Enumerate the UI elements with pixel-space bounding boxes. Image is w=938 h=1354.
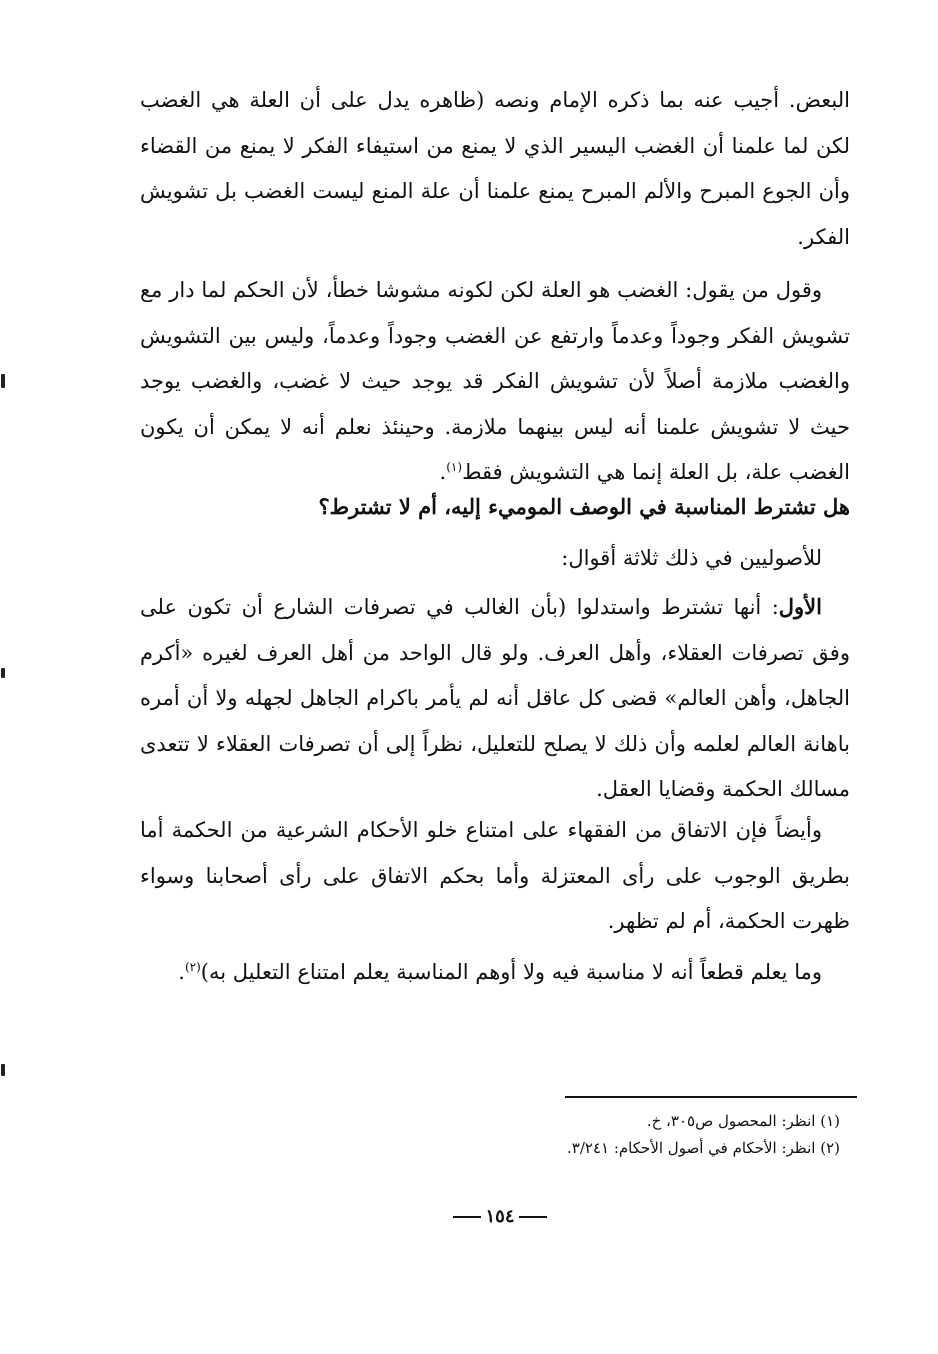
paragraph-6 [140, 950, 850, 996]
paragraph-2-text: وقول من يقول: الغضب هو العلة لكن لكونه مشوشا خطأ، لأن الحكم لما دار مع تشويش الفكر وجوداً وعدماً وارتفع عن الغضب وجوداً وعدماً، وليس بين التشويش والغضب ملازمة أصلاً لأن تشويش الفكر قد يوجد حيث لا غضب، والغضب يوجد حيث لا تشويش علمنا أنه ليس بينهما ملازمة. وحينئذ نعلم أنه لا يمكن أن يكون الغضب علة، بل العلة إنما هي التشويش فقط [140, 278, 850, 484]
paragraph-6-end: . [178, 960, 185, 984]
scan-edge-mark [1, 668, 5, 678]
section-heading-text: هل تشترط المناسبة في الوصف الموميء إليه، أم لا تشترط؟ [318, 494, 850, 519]
footnote-divider [565, 1096, 857, 1098]
footnote-2: (٢) انظر: الأحكام في أصول الأحكام: ٣/٢٤١. [567, 1139, 840, 1157]
paragraph-3-text: للأصوليين في ذلك ثلاثة أقوال: [561, 546, 822, 570]
footnotes [400, 1108, 840, 1162]
paragraph-5-text: وأيضاً فإن الاتفاق من الفقهاء على امتناع خلو الأحكام الشرعية من الحكمة أما بطريق الوجوب على رأى المعتزلة وأما بحكم الاتفاق على رأى أصحابنا وسواء ظهرت الحكمة، أم لم تظهر. [140, 818, 850, 933]
page-number-dash-left [519, 1216, 547, 1218]
paragraph-1 [140, 78, 850, 260]
page-number-text: ١٥٤ [485, 1206, 515, 1227]
scan-edge-mark [1, 374, 5, 388]
paragraph-5 [140, 808, 850, 945]
paragraph-4-lead-word: الأول [778, 594, 822, 619]
scan-edge-mark [1, 1064, 5, 1076]
paragraph-1-text: البعض. أجيب عنه بما ذكره الإمام ونصه (ظاهره يدل على أن العلة هي الغضب لكن لما علمنا أن الغضب اليسير الذي لا يمنع من استيفاء الفكر لا يمنع من القضاء وأن الجوع المبرح والألم المبرح يمنع علمنا أن علة المنع ليست الغضب بل تشويش الفكر. [140, 88, 850, 249]
paragraph-2-end: . [439, 460, 447, 484]
page-number [440, 1206, 560, 1227]
paragraph-6-text: وما يعلم قطعاً أنه لا مناسبة فيه ولا أوهم المناسبة يعلم امتناع التعليل به) [200, 960, 822, 984]
footnote-ref-2[interactable]: (٢) [184, 960, 201, 974]
footnote-1: (١) انظر: المحصول ص٣٠٥، خ. [646, 1112, 840, 1130]
paragraph-3 [140, 536, 850, 582]
paragraph-4-text: : أنها تشترط واستدلوا (بأن الغالب في تصرفات الشارع أن تكون على وفق تصرفات العقلاء، وأهل العرف. ولو قال الواحد من أهل العرف لغيره «أكرم الجاهل، وأهن العالم» قضى كل عاقل أنه لم يأمر باكرام الجاهل لجهله ولا أن أمره باهانة العالم لعلمه وأن ذلك لا يصلح للتعليل، نظراً إلى أن تصرفات العقلاء لا تتعدى مسالك الحكمة وقضايا العقل. [140, 595, 850, 801]
section-heading [140, 484, 850, 530]
paragraph-4 [140, 584, 850, 813]
footnote-ref-1[interactable]: (١) [446, 460, 463, 474]
paragraph-2 [140, 268, 850, 496]
page-number-dash-right [453, 1216, 481, 1218]
